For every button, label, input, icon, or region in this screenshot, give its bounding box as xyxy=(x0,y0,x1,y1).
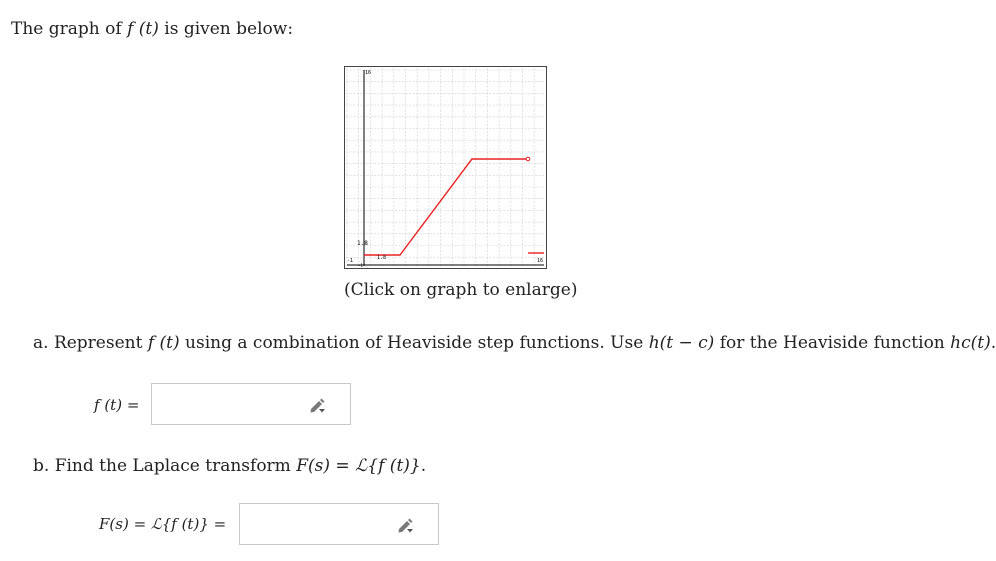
y-top-tick-label: 16 xyxy=(365,70,372,76)
answer-b-label: F(s) = ℒ{f (t)} = xyxy=(99,515,227,533)
part-b-prefix: b. Find the Laplace transform xyxy=(33,456,297,476)
part-b-suffix: . xyxy=(420,456,427,476)
part-a-middle: using a combination of Heaviside step functions. Use xyxy=(179,333,649,353)
part-a-prefix: a. Represent xyxy=(33,333,148,353)
origin-tick-label: -1 xyxy=(358,263,363,268)
x-left-tick-label: -1 xyxy=(347,258,354,264)
part-a-h-expr: h(t − c) xyxy=(648,333,715,353)
part-a-middle2: for the Heaviside function xyxy=(714,333,951,353)
answer-b-input[interactable] xyxy=(239,503,439,545)
open-endpoint xyxy=(526,157,530,161)
part-a-suffix: . xyxy=(990,333,996,353)
part-a-hc-expr: hc(t) xyxy=(950,333,991,353)
pencil-icon[interactable] xyxy=(396,516,416,534)
intro-before: The graph of xyxy=(11,19,128,39)
x-right-tick-label: 16 xyxy=(537,258,544,264)
graph-thumbnail[interactable] xyxy=(344,66,547,269)
answer-a-label: f (t) = xyxy=(94,396,140,414)
y-mid-tick-label: 1.8 xyxy=(357,240,368,247)
pencil-icon[interactable] xyxy=(308,396,328,414)
part-b-prompt xyxy=(33,456,426,476)
graph-svg xyxy=(344,66,547,269)
part-a-func: f (t) xyxy=(147,333,180,353)
intro-after: is given below: xyxy=(158,19,294,39)
part-a-prompt xyxy=(33,333,996,353)
part-b-expr: F(s) = ℒ{f (t)} xyxy=(296,456,421,476)
intro-text xyxy=(11,19,293,39)
graph-caption: (Click on graph to enlarge) xyxy=(344,280,578,300)
x-mid-tick-label: 1.8 xyxy=(377,255,387,261)
answer-a-input[interactable] xyxy=(151,383,351,425)
graph-frame xyxy=(345,67,547,269)
intro-func: f (t) xyxy=(127,19,159,39)
